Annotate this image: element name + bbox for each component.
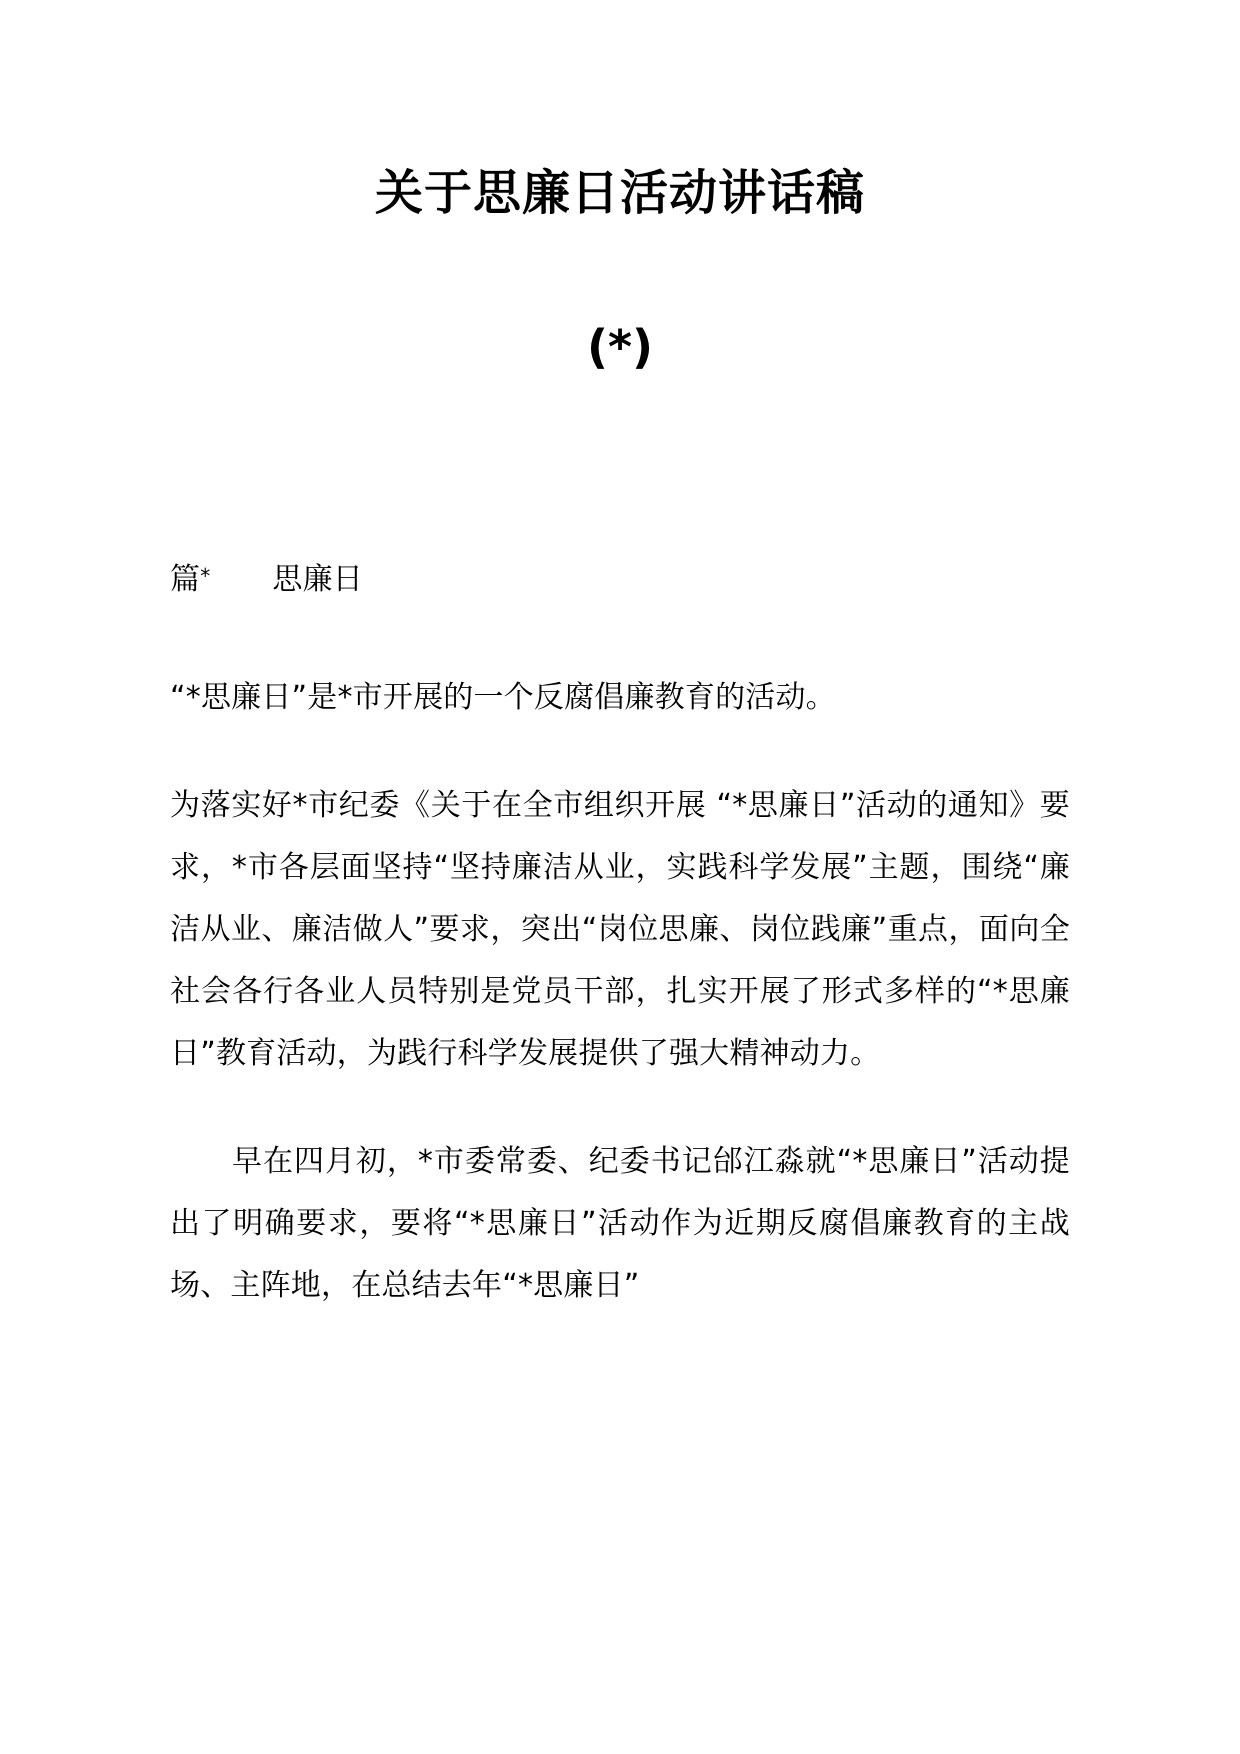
paragraph-implementation: 为落实好*市纪委《关于在全市组织开展 “*思廉日”活动的通知》要求，*市各层面坚持“坚持廉洁从业，实践科学发展”主题，围绕“廉洁从业、廉洁做人”要求，突出“岗位思廉、岗位践廉”重点，面向全社会各行各业人员特别是党员干部，扎实开展了形式多样的“*思廉日”教育活动，为践行科学发展提供了强大精神动力。 xyxy=(170,788,1070,1072)
section-heading-line xyxy=(170,549,1070,611)
page-title: 关于思廉日活动讲话稿 xyxy=(374,165,865,221)
section-heading-label: 思廉日 xyxy=(272,562,364,598)
document-subtitle: (*) xyxy=(586,320,654,375)
section-heading-star: * xyxy=(200,564,211,589)
section-heading-prefix: 篇 xyxy=(170,562,201,598)
paragraph-april-requirement: 早在四月初，*市委常委、纪委书记邰江淼就“*思廉日”活动提出了明确要求，要将“*思廉日”活动作为近期反腐倡廉教育的主战场、主阵地，在总结去年“*思廉日” xyxy=(170,1144,1070,1304)
paragraph-definition: “*思廉日”是*市开展的一个反腐倡廉教育的活动。 xyxy=(170,680,836,716)
document-body xyxy=(170,549,1070,1317)
